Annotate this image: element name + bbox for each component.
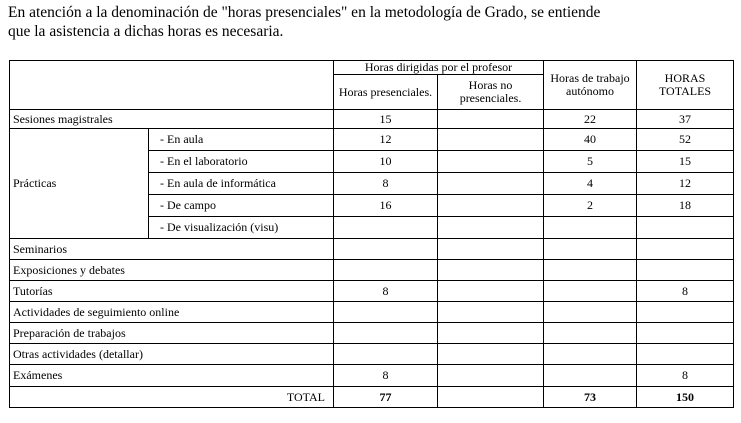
header-autonomo: Horas de trabajo autónomo bbox=[544, 61, 637, 110]
practicas-label: Prácticas bbox=[10, 129, 149, 239]
cell-presenciales bbox=[334, 323, 438, 344]
row-label: Exámenes bbox=[10, 365, 334, 387]
cell-autonomo bbox=[544, 260, 637, 281]
row-label: Exposiciones y debates bbox=[10, 260, 334, 281]
cell-autonomo: 5 bbox=[544, 151, 637, 173]
header-no-presenciales: Horas no presenciales. bbox=[438, 75, 544, 110]
cell-totales bbox=[637, 217, 734, 239]
cell-autonomo bbox=[544, 302, 637, 323]
cell-autonomo: 4 bbox=[544, 173, 637, 195]
cell-presenciales: 15 bbox=[334, 110, 438, 129]
row-label: Sesiones magistrales bbox=[10, 110, 334, 129]
cell-no-presenciales bbox=[438, 195, 544, 217]
cell-presenciales: 8 bbox=[334, 281, 438, 302]
total-label: TOTAL bbox=[10, 387, 334, 408]
table-row bbox=[10, 302, 734, 323]
row-label: Seminarios bbox=[10, 239, 334, 260]
total-no-presenciales bbox=[438, 387, 544, 408]
cell-presenciales bbox=[334, 260, 438, 281]
table-row bbox=[10, 323, 734, 344]
cell-totales bbox=[637, 302, 734, 323]
cell-totales bbox=[637, 239, 734, 260]
header-blank-cell bbox=[10, 61, 334, 110]
cell-no-presenciales bbox=[438, 239, 544, 260]
cell-presenciales bbox=[334, 302, 438, 323]
cell-autonomo bbox=[544, 217, 637, 239]
row-label: - En el laboratorio bbox=[149, 151, 334, 173]
cell-autonomo bbox=[544, 344, 637, 365]
cell-totales bbox=[637, 323, 734, 344]
cell-presenciales bbox=[334, 344, 438, 365]
row-label: - En aula de informática bbox=[149, 173, 334, 195]
cell-no-presenciales bbox=[438, 302, 544, 323]
cell-no-presenciales bbox=[438, 129, 544, 151]
cell-totales bbox=[637, 344, 734, 365]
row-label: Preparación de trabajos bbox=[10, 323, 334, 344]
cell-no-presenciales bbox=[438, 173, 544, 195]
intro-paragraph bbox=[8, 3, 736, 41]
row-label: Actividades de seguimiento online bbox=[10, 302, 334, 323]
cell-presenciales: 8 bbox=[334, 173, 438, 195]
row-label: Otras actividades (detallar) bbox=[10, 344, 334, 365]
cell-autonomo: 2 bbox=[544, 195, 637, 217]
table-row bbox=[10, 344, 734, 365]
cell-no-presenciales bbox=[438, 344, 544, 365]
header-row-group bbox=[10, 61, 734, 75]
table-row bbox=[10, 260, 734, 281]
row-label: - En aula bbox=[149, 129, 334, 151]
cell-totales: 8 bbox=[637, 281, 734, 302]
cell-presenciales bbox=[334, 217, 438, 239]
cell-totales: 12 bbox=[637, 173, 734, 195]
header-dirigidas: Horas dirigidas por el profesor bbox=[334, 61, 544, 75]
cell-totales: 8 bbox=[637, 365, 734, 387]
cell-totales: 15 bbox=[637, 151, 734, 173]
table-row bbox=[10, 110, 734, 129]
intro-line-1: En atención a la denominación de "horas presenciales" en la metodología de Grado, se entiende bbox=[8, 4, 601, 21]
cell-no-presenciales bbox=[438, 281, 544, 302]
hours-table bbox=[9, 60, 734, 408]
total-presenciales: 77 bbox=[334, 387, 438, 408]
cell-totales: 37 bbox=[637, 110, 734, 129]
table-row bbox=[10, 365, 734, 387]
cell-no-presenciales bbox=[438, 151, 544, 173]
row-label: - De campo bbox=[149, 195, 334, 217]
cell-no-presenciales bbox=[438, 323, 544, 344]
cell-presenciales: 16 bbox=[334, 195, 438, 217]
cell-presenciales: 12 bbox=[334, 129, 438, 151]
cell-autonomo bbox=[544, 239, 637, 260]
header-totales: HORAS TOTALES bbox=[637, 61, 734, 110]
cell-presenciales: 8 bbox=[334, 365, 438, 387]
table-row bbox=[10, 129, 734, 151]
total-autonomo: 73 bbox=[544, 387, 637, 408]
table-row bbox=[10, 281, 734, 302]
cell-autonomo: 40 bbox=[544, 129, 637, 151]
total-row bbox=[10, 387, 734, 408]
row-label: - De visualización (visu) bbox=[149, 217, 334, 239]
cell-autonomo: 22 bbox=[544, 110, 637, 129]
cell-totales bbox=[637, 260, 734, 281]
row-label: Tutorías bbox=[10, 281, 334, 302]
cell-autonomo bbox=[544, 323, 637, 344]
cell-no-presenciales bbox=[438, 260, 544, 281]
cell-no-presenciales bbox=[438, 217, 544, 239]
cell-totales: 52 bbox=[637, 129, 734, 151]
cell-presenciales bbox=[334, 239, 438, 260]
cell-autonomo bbox=[544, 281, 637, 302]
cell-presenciales: 10 bbox=[334, 151, 438, 173]
cell-no-presenciales bbox=[438, 110, 544, 129]
intro-line-2: que la asistencia a dichas horas es necesaria. bbox=[8, 23, 284, 40]
header-presenciales: Horas presenciales. bbox=[334, 75, 438, 110]
table-row bbox=[10, 239, 734, 260]
cell-no-presenciales bbox=[438, 365, 544, 387]
total-totales: 150 bbox=[637, 387, 734, 408]
cell-autonomo bbox=[544, 365, 637, 387]
cell-totales: 18 bbox=[637, 195, 734, 217]
